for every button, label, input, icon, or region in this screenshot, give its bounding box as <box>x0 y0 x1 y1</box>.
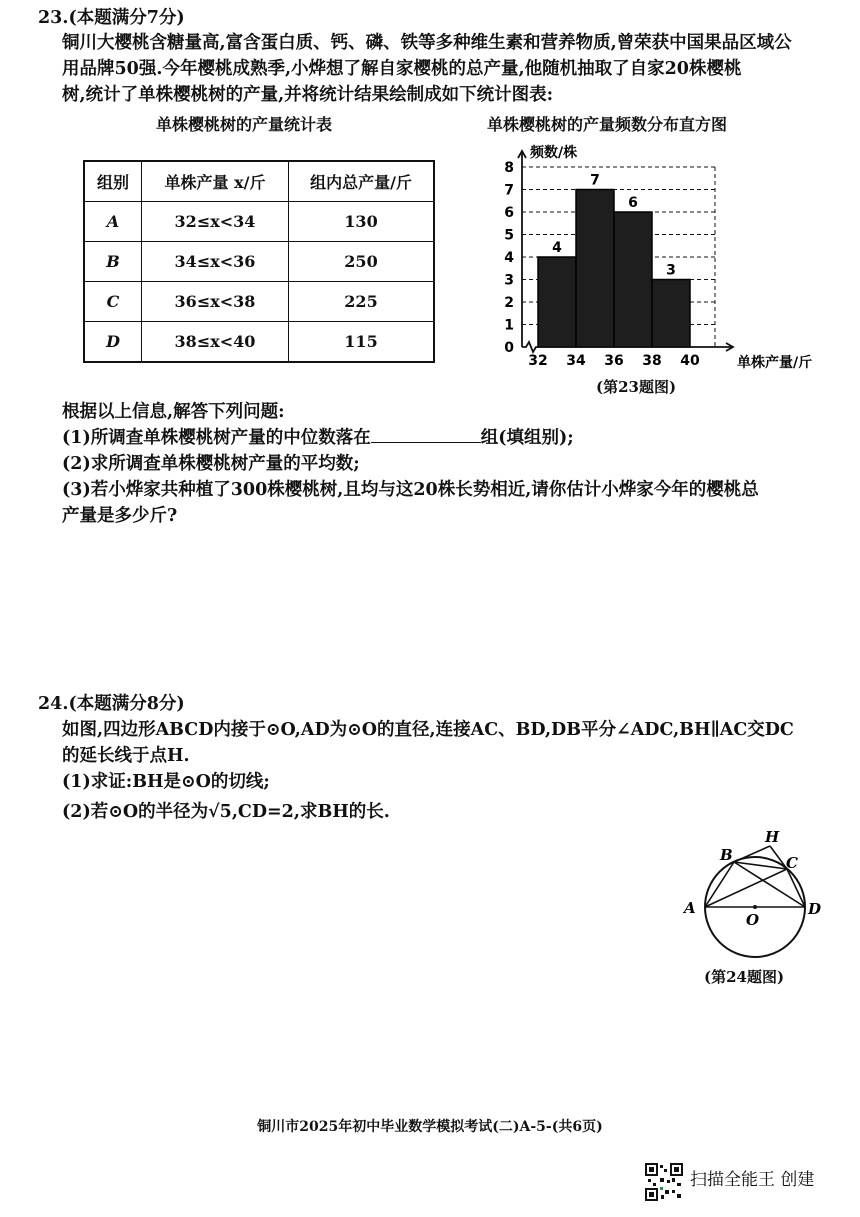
y-tick-label: 1 <box>504 317 514 334</box>
histogram-bar <box>652 280 690 348</box>
q23-intro-line-3: 树,统计了单株樱桃树的产量,并将统计结果绘制成如下统计图表: <box>62 85 554 105</box>
y-tick-label: 7 <box>504 182 514 199</box>
circle-geometry-figure <box>682 822 832 962</box>
x-tick-label: 36 <box>604 353 624 369</box>
y-tick-label: 0 <box>504 340 514 356</box>
y-tick-label: 3 <box>504 272 514 289</box>
y-tick-label: 8 <box>504 160 514 176</box>
q23-intro-line-2: 用品牌50强.今年樱桃成熟季,小烨想了解自家樱桃的总产量,他随机抽取了自家20株樱桃 <box>62 59 742 79</box>
table-cell: 225 <box>289 282 435 322</box>
table-header-cell: 组别 <box>84 161 142 202</box>
x-axis-label: 单株产量/斤 <box>737 355 813 371</box>
segment-bh <box>734 846 770 862</box>
table-row <box>84 282 434 322</box>
q23-part3-line-2: 产量是多少斤? <box>62 506 178 526</box>
table-cell: A <box>84 202 142 242</box>
y-tick-label: 5 <box>504 227 514 244</box>
q24-part1: (1)求证:BH是⊙O的切线; <box>62 772 270 792</box>
bar-data-label: 6 <box>628 195 638 211</box>
table-cell: 34≤x<36 <box>142 242 289 282</box>
q23-part3-line-1: (3)若小烨家共种植了300株樱桃树,且均与这20株长势相近,请你估计小烨家今年的樱桃总 <box>62 480 759 500</box>
chart-title: 单株樱桃树的产量频数分布直方图 <box>487 115 728 134</box>
q23-part2: (2)求所调查单株樱桃树产量的平均数; <box>62 454 360 474</box>
table-cell: 38≤x<40 <box>142 322 289 363</box>
scanner-watermark: 扫描全能王 创建 <box>690 1170 815 1190</box>
table-header-cell: 单株产量 x/斤 <box>142 161 289 202</box>
x-tick-label: 40 <box>680 353 700 369</box>
bar-data-label: 3 <box>666 262 676 279</box>
q24-header <box>38 692 185 716</box>
q24-line-2: 的延长线于点H. <box>62 746 190 766</box>
answer-blank[interactable] <box>371 426 481 443</box>
yield-stats-table <box>83 160 435 363</box>
q23-score: (本题满分7分) <box>68 8 185 28</box>
page-footer: 铜川市2025年初中毕业数学模拟考试(二)A-5-(共6页) <box>257 1119 603 1135</box>
qr-code-icon <box>645 1163 683 1201</box>
table-cell: B <box>84 242 142 282</box>
table-header-row <box>84 161 434 202</box>
q23-part1 <box>62 426 574 450</box>
histogram-bar <box>576 190 614 348</box>
q23-part1-text: (1)所调查单株樱桃树产量的中位数落在 <box>62 428 371 448</box>
y-axis-label: 频数/株 <box>530 145 578 161</box>
y-tick-label: 4 <box>504 250 514 266</box>
label-b: B <box>720 846 733 864</box>
q23-number: 23. <box>38 8 69 28</box>
table-cell: 115 <box>289 322 435 363</box>
table-cell: 36≤x<38 <box>142 282 289 322</box>
label-d: D <box>808 900 822 918</box>
segment-ch <box>770 846 787 869</box>
bar-data-label: 4 <box>552 240 562 256</box>
label-c: C <box>786 854 798 872</box>
table-cell: C <box>84 282 142 322</box>
q24-part2: (2)若⊙O的半径为√5,CD=2,求BH的长. <box>62 802 390 822</box>
q24-line-1: 如图,四边形ABCD内接于⊙O,AD为⊙O的直径,连接AC、BD,DB平分∠ADC,BH∥AC交DC <box>62 720 794 740</box>
y-tick-label: 6 <box>504 205 514 221</box>
x-tick-label: 32 <box>528 353 548 369</box>
table-cell: 130 <box>289 202 435 242</box>
table-header-cell: 组内总产量/斤 <box>289 161 435 202</box>
histogram-bar <box>538 257 576 347</box>
x-tick-label: 38 <box>642 353 662 369</box>
q23-intro-line-1: 铜川大樱桃含糖量高,富含蛋白质、钙、磷、铁等多种维生素和营养物质,曾荣获中国果品区域公 <box>62 33 792 53</box>
q23-figure-caption: (第23题图) <box>596 378 677 396</box>
q24-score: (本题满分8分) <box>68 694 185 714</box>
label-h: H <box>765 828 780 846</box>
center-point <box>753 905 757 909</box>
q24-figure-caption: (第24题图) <box>704 968 785 986</box>
table-cell: 32≤x<34 <box>142 202 289 242</box>
table-row <box>84 202 434 242</box>
label-o: O <box>746 911 760 929</box>
table-cell: D <box>84 322 142 363</box>
q24-number: 24. <box>38 694 69 714</box>
table-title: 单株樱桃树的产量统计表 <box>156 115 333 134</box>
q23-header <box>38 6 185 30</box>
bar-data-label: 7 <box>590 172 600 189</box>
histogram-bar <box>614 212 652 347</box>
label-a: A <box>684 899 696 917</box>
x-tick-label: 34 <box>566 353 586 369</box>
q23-prompt: 根据以上信息,解答下列问题: <box>62 402 285 422</box>
q23-part1-suffix: 组(填组别); <box>480 428 574 448</box>
table-cell: 250 <box>289 242 435 282</box>
table-row <box>84 242 434 282</box>
frequency-histogram <box>470 128 830 376</box>
table-row <box>84 322 434 363</box>
y-tick-label: 2 <box>504 295 514 311</box>
